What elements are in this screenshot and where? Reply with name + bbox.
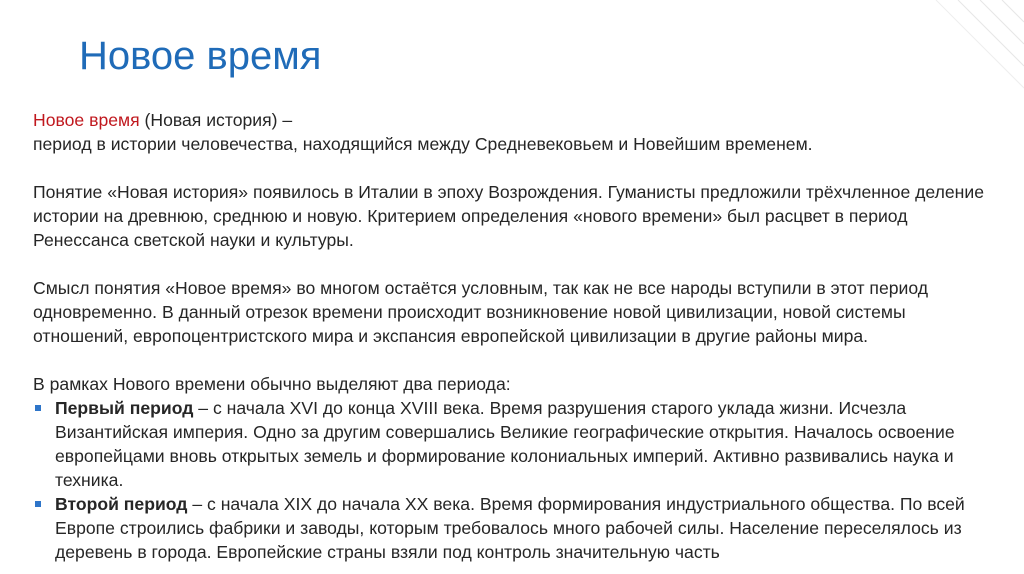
period-name: Первый период <box>55 398 194 418</box>
period-text: – с начала XVI до конца XVIII века. Время разрушения старого уклада жизни. Исчезла Византийская империя. Одно за другим совершались Великие географические открытия. Началось освоение европейцами вновь открытых земель и формирование колониальных империй. Активно развивались наука и техника. <box>55 398 955 490</box>
intro-term-rest: (Новая история) – <box>139 110 293 130</box>
period-name: Второй период <box>55 494 188 514</box>
slide-body <box>33 108 993 564</box>
list-item <box>33 492 993 564</box>
paragraph-renaissance: Понятие «Новая история» появилось в Италии в эпоху Возрождения. Гуманисты предложили трёхчленное деление истории на древнюю, среднюю и новую. Критерием определения «нового времени» был расцвет в период Ренессанса светской науки и культуры. <box>33 182 984 250</box>
paragraph-meaning: Смысл понятия «Новое время» во многом остаётся условным, так как не все народы вступили в этот период одновременно. В данный отрезок времени происходит возникновение новой цивилизации, новой системы отношений, европоцентристского мира и экспансия европейской цивилизации в другие районы мира. <box>33 278 929 346</box>
spacer <box>33 348 993 372</box>
intro-line <box>33 108 993 132</box>
periods-intro: В рамках Нового времени обычно выделяют два периода: <box>33 374 511 394</box>
spacer <box>33 252 993 276</box>
square-bullet-icon <box>35 501 41 507</box>
intro-definition: период в истории человечества, находящийся между Средневековьем и Новейшим временем. <box>33 134 813 154</box>
spacer <box>33 156 993 180</box>
corner-decoration <box>914 0 1024 110</box>
list-item <box>33 396 993 492</box>
periods-list <box>33 396 993 564</box>
intro-term: Новое время <box>33 110 140 130</box>
square-bullet-icon <box>35 405 41 411</box>
period-text: – с начала XIX до начала XX века. Время формирования индустриального общества. По всей Европе строились фабрики и заводы, которым требовалось много рабочей силы. Население переселялось из деревень в города. Европейские страны взяли под контроль значительную часть <box>55 494 965 562</box>
slide-title: Новое время <box>79 34 322 78</box>
